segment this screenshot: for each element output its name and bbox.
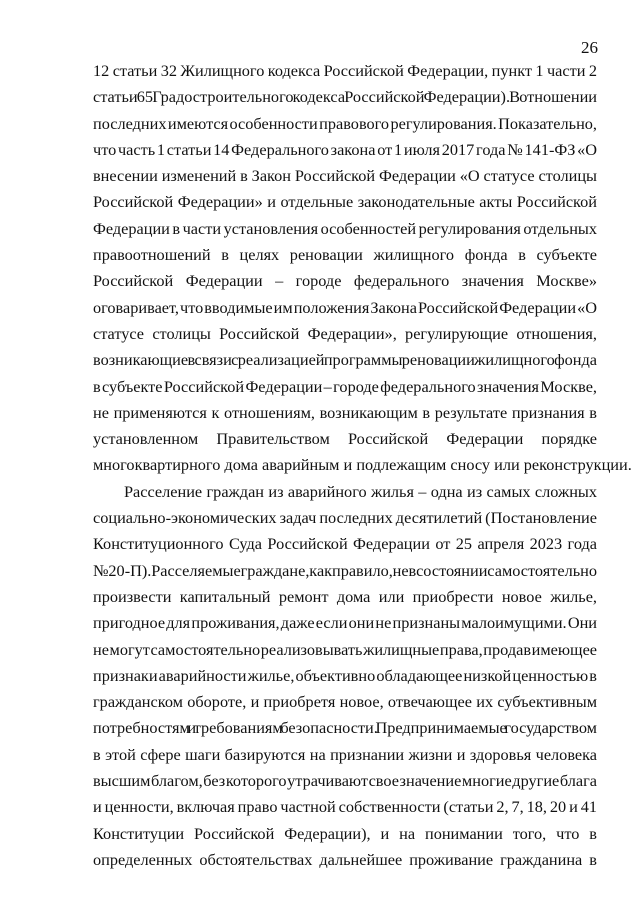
- text-line: пригодное для проживания, даже если они не признаны малоимущими. Они: [93, 613, 597, 633]
- text-line: в этой сфере шаги базируются на признании жизни и здоровья человека: [93, 744, 598, 764]
- text-line: признаки аварийности жилье, объективно обладающее низкой ценностью в: [93, 665, 597, 685]
- text-line: определенных обстоятельствах дальнейшее проживание гражданина в: [93, 849, 597, 869]
- text-line: 12 статьи 32 Жилищного кодекса Российской Федерации, пункт 1 части 2: [93, 61, 597, 80]
- text-line: не применяются к отношениям, возникающим в результате признания в: [93, 402, 597, 422]
- text-line: социально-экономических задач последних десятилетий (Постановление: [93, 508, 598, 528]
- text-line: произвести капитальный ремонт дома или приобрести новое жилье,: [93, 586, 597, 606]
- text-line: что часть 1 статьи 14 Федерального закона от 1 июля 2017 года № 141-ФЗ «О: [93, 139, 598, 159]
- text-line: Российской Федерации» и отдельные законодательные акты Российской: [93, 192, 597, 212]
- page-number: 26: [581, 38, 598, 57]
- text-line: возникающие в связи с реализацией программы реновации жилищного фонда: [93, 350, 598, 370]
- text-line: не могут самостоятельно реализовывать жилищные права, продав имеющее: [93, 639, 598, 659]
- text-line: потребностям и требованиям безопасности. Предпринимаемые государством: [93, 718, 597, 738]
- text-line: установленном Правительством Российской Федерации порядке: [93, 429, 597, 449]
- text-line: оговаривает, что вводимые им положения Закона Российской Федерации «О: [93, 297, 597, 317]
- paragraph-1: [93, 58, 632, 479]
- text-line: № 20-П). Расселяемые граждане, как правило, не в состоянии самостоятельно: [93, 560, 597, 580]
- text-line: Конституции Российской Федерации), и на понимании того, что в: [93, 823, 597, 843]
- text-line: гражданском обороте, и приобретя новое, отвечающее их субъективным: [93, 692, 597, 712]
- text-line: Российской Федерации – городе федерального значения Москве»: [93, 271, 597, 291]
- text-line: последних имеются особенности правового регулирования. Показательно,: [93, 113, 597, 133]
- text-line: Конституционного Суда Российской Федерации от 25 апреля 2023 года: [93, 534, 597, 554]
- text-line: многоквартирного дома аварийным и подлежащим сносу или реконструкции.: [93, 455, 632, 475]
- document-body: [93, 58, 632, 873]
- text-line: статусе столицы Российской Федерации», регулирующие отношения,: [93, 323, 597, 343]
- text-line: и ценности, включая право частной собственности (статьи 2, 7, 18, 20 и 41: [93, 797, 597, 817]
- text-line: внесении изменений в Закон Российской Федерации «О статусе столицы: [93, 166, 598, 186]
- text-line: правоотношений в целях реновации жилищного фонда в субъекте: [93, 245, 598, 265]
- text-line: Расселение граждан из аварийного жилья – одна из самых сложных: [124, 481, 597, 501]
- text-line: статьи 65 Градостроительного кодекса Российской Федерации). В отношении: [93, 87, 597, 107]
- text-line: в субъекте Российской Федерации – городе федерального значения Москве,: [93, 376, 597, 396]
- text-line: Федерации в части установления особенностей регулирования отдельных: [93, 218, 598, 238]
- text-line: высшим благом, без которого утрачивают свое значение многие другие блага: [93, 771, 597, 791]
- paragraph-2: [93, 479, 597, 873]
